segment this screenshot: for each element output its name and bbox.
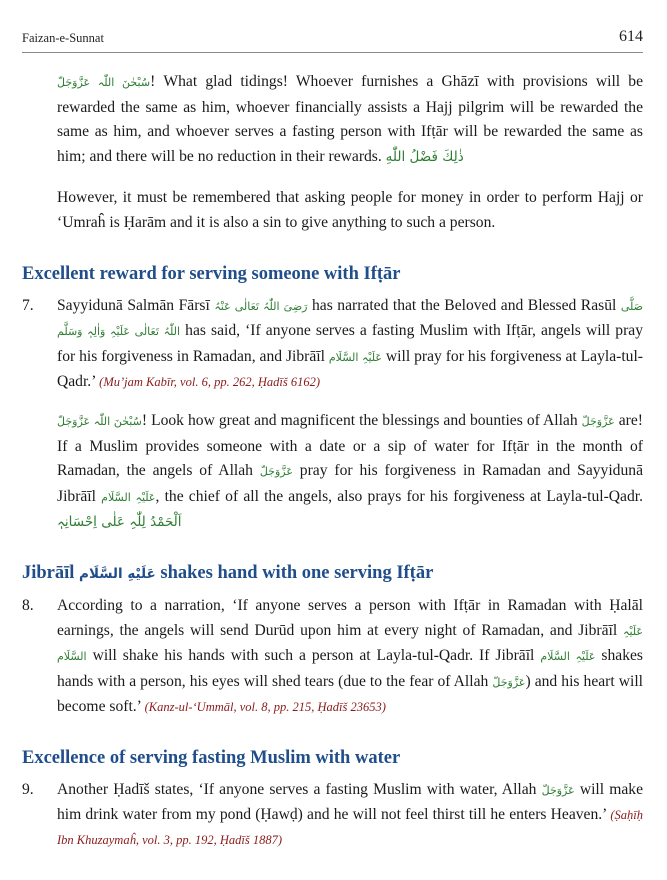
page-content (22, 70, 643, 867)
arabic-phrase: عَلَیْہِ السَّلَام (101, 490, 156, 504)
page-number: 614 (619, 28, 643, 45)
reference-citation: (Ṣaḥīḥ Ibn Khuzaymaĥ, vol. 3, pp. 192, Ḥadīš 1887) (57, 808, 643, 848)
text-run: ! Look how great and magnificent the blessings and bounties of Allah (141, 411, 582, 429)
arabic-phrase: سُبْحٰنَ اللّٰہ عَزَّوَجَلّ (57, 76, 151, 89)
arabic-phrase: عَزَّوَجَلّ (492, 675, 526, 689)
arabic-phrase: عَلَیْہِ السَّلَام (540, 650, 596, 664)
list-item-8 (22, 594, 643, 720)
text-run: are! If a Muslim provides someone with a date or a sip of water for Ifṭār in the month of Ramadan, the angels of Allah (57, 411, 643, 480)
book-title: Faizan-e-Sunnat (22, 31, 104, 45)
page-header (22, 28, 643, 53)
paragraph-text: ! What glad tidings! Whoever furnishes a Ghāzī with provisions will be rewarded the same as him, whoever financially assists a Hajj pilgrim will be rewarded the same as him, and whoever serves a fasting person with Ifṭār will be rewarded the same as him; and there will be no reduction in their rewards. (57, 73, 643, 165)
arabic-phrase: عَلَیْہِ السَّلَام (57, 624, 643, 664)
list-item-9 (22, 778, 643, 853)
text-run: ) and his heart will become soft.’ (57, 672, 643, 716)
heading-text: Jibrāīl (22, 562, 80, 583)
section-heading-water: Excellence of serving fasting Muslim with water (22, 747, 401, 768)
heading-text: shakes hand with one serving Ifṭār (155, 562, 434, 583)
item-text (57, 594, 643, 720)
text-run: Sayyidunā Salmān Fārsī (57, 296, 215, 314)
text-run: , the chief of all the angels, also prays for his forgiveness at Layla-tul-Qadr. (155, 487, 643, 505)
arabic-phrase: عَلَيْهِ السَّلَام (79, 565, 156, 582)
arabic-phrase: رَضِیَ اللّٰہُ تَعَالٰی عَنْہُ (214, 299, 308, 313)
text-run: shakes hands with a person, his eyes will shed tears (due to the fear of Allah (57, 647, 643, 690)
arabic-phrase: عَزَّوَجَلّ (259, 465, 293, 479)
text-run: Another Ḥadīš states, ‘If anyone serves a fasting Muslim with water, Allah (57, 780, 542, 798)
reference-citation: (Kanz-ul-‘Ummāl, vol. 8, pp. 215, Ḥadīš 23653) (144, 700, 386, 715)
list-item-7 (22, 294, 643, 395)
arabic-phrase: صَلَّی اللّٰہُ تَعَالٰی عَلَیْہِ وَاٰلِہٖ وَسَلَّم (57, 299, 643, 339)
arabic-phrase: عَزَّوَجَلّ (581, 414, 615, 428)
arabic-phrase: عَلَیْہِ السَّلَام (328, 350, 382, 364)
arabic-phrase: عَزَّوَجَلّ (541, 783, 575, 797)
text-run: will shake his hands with such a person at Layla-tul-Qadr. If Jibrāīl (86, 647, 541, 665)
section-heading-jibrail (22, 561, 643, 586)
section-heading-excellent-reward: Excellent reward for serving someone with Ifṭār (22, 263, 401, 284)
text-run: According to a narration, ‘If anyone serves a person with Ifṭār in Ramadan with Ḥalāl earnings, the angels will send Durūd upon him at every night of Ramadan, and Jibrāīl (57, 596, 643, 639)
arabic-phrase: سُبْحٰنَ اللّٰہ عَزَّوَجَلّ (57, 414, 142, 428)
text-run: will pray for his forgiveness at Layla-tul-Qadr.’ (57, 347, 643, 391)
paragraph-blessings (22, 409, 643, 535)
text-run: has said, ‘If anyone serves a fasting Muslim with Ifṭār, angels will pray for his forgiveness in Ramadan, and Jibrāīl (57, 322, 643, 365)
item-number: 9. (22, 780, 34, 798)
arabic-phrase: ذٰلِكَ فَضْلُ اللّٰهِ (385, 148, 464, 165)
text-run: has narrated that the Beloved and Blessed Rasūl (307, 296, 621, 314)
item-text (57, 778, 643, 853)
item-number: 8. (22, 596, 34, 614)
paragraph-text: However, it must be remembered that asking people for money in order to perform Hajj or ‘Umraĥ is Ḥarām and it is also a sin to give anything to such a person. (57, 189, 643, 231)
text-run: will make him drink water from my pond (Ḥawḍ) and he will not feel thirst till he enters Heaven.’ (57, 780, 643, 824)
paragraph-glad-tidings (22, 70, 643, 169)
item-number: 7. (22, 296, 34, 314)
paragraph-hajj-note (22, 186, 643, 235)
arabic-phrase: اَلْحَمْدُ لِلّٰہِ عَلٰی اِحْسَانِہٖ (57, 514, 182, 531)
item-text (57, 294, 643, 395)
text-run: pray for his forgiveness in Ramadan and Sayyidunā Jibrāīl (57, 462, 643, 505)
reference-citation: (Mu’jam Kabīr, vol. 6, pp. 262, Ḥadīš 6162) (99, 375, 320, 390)
